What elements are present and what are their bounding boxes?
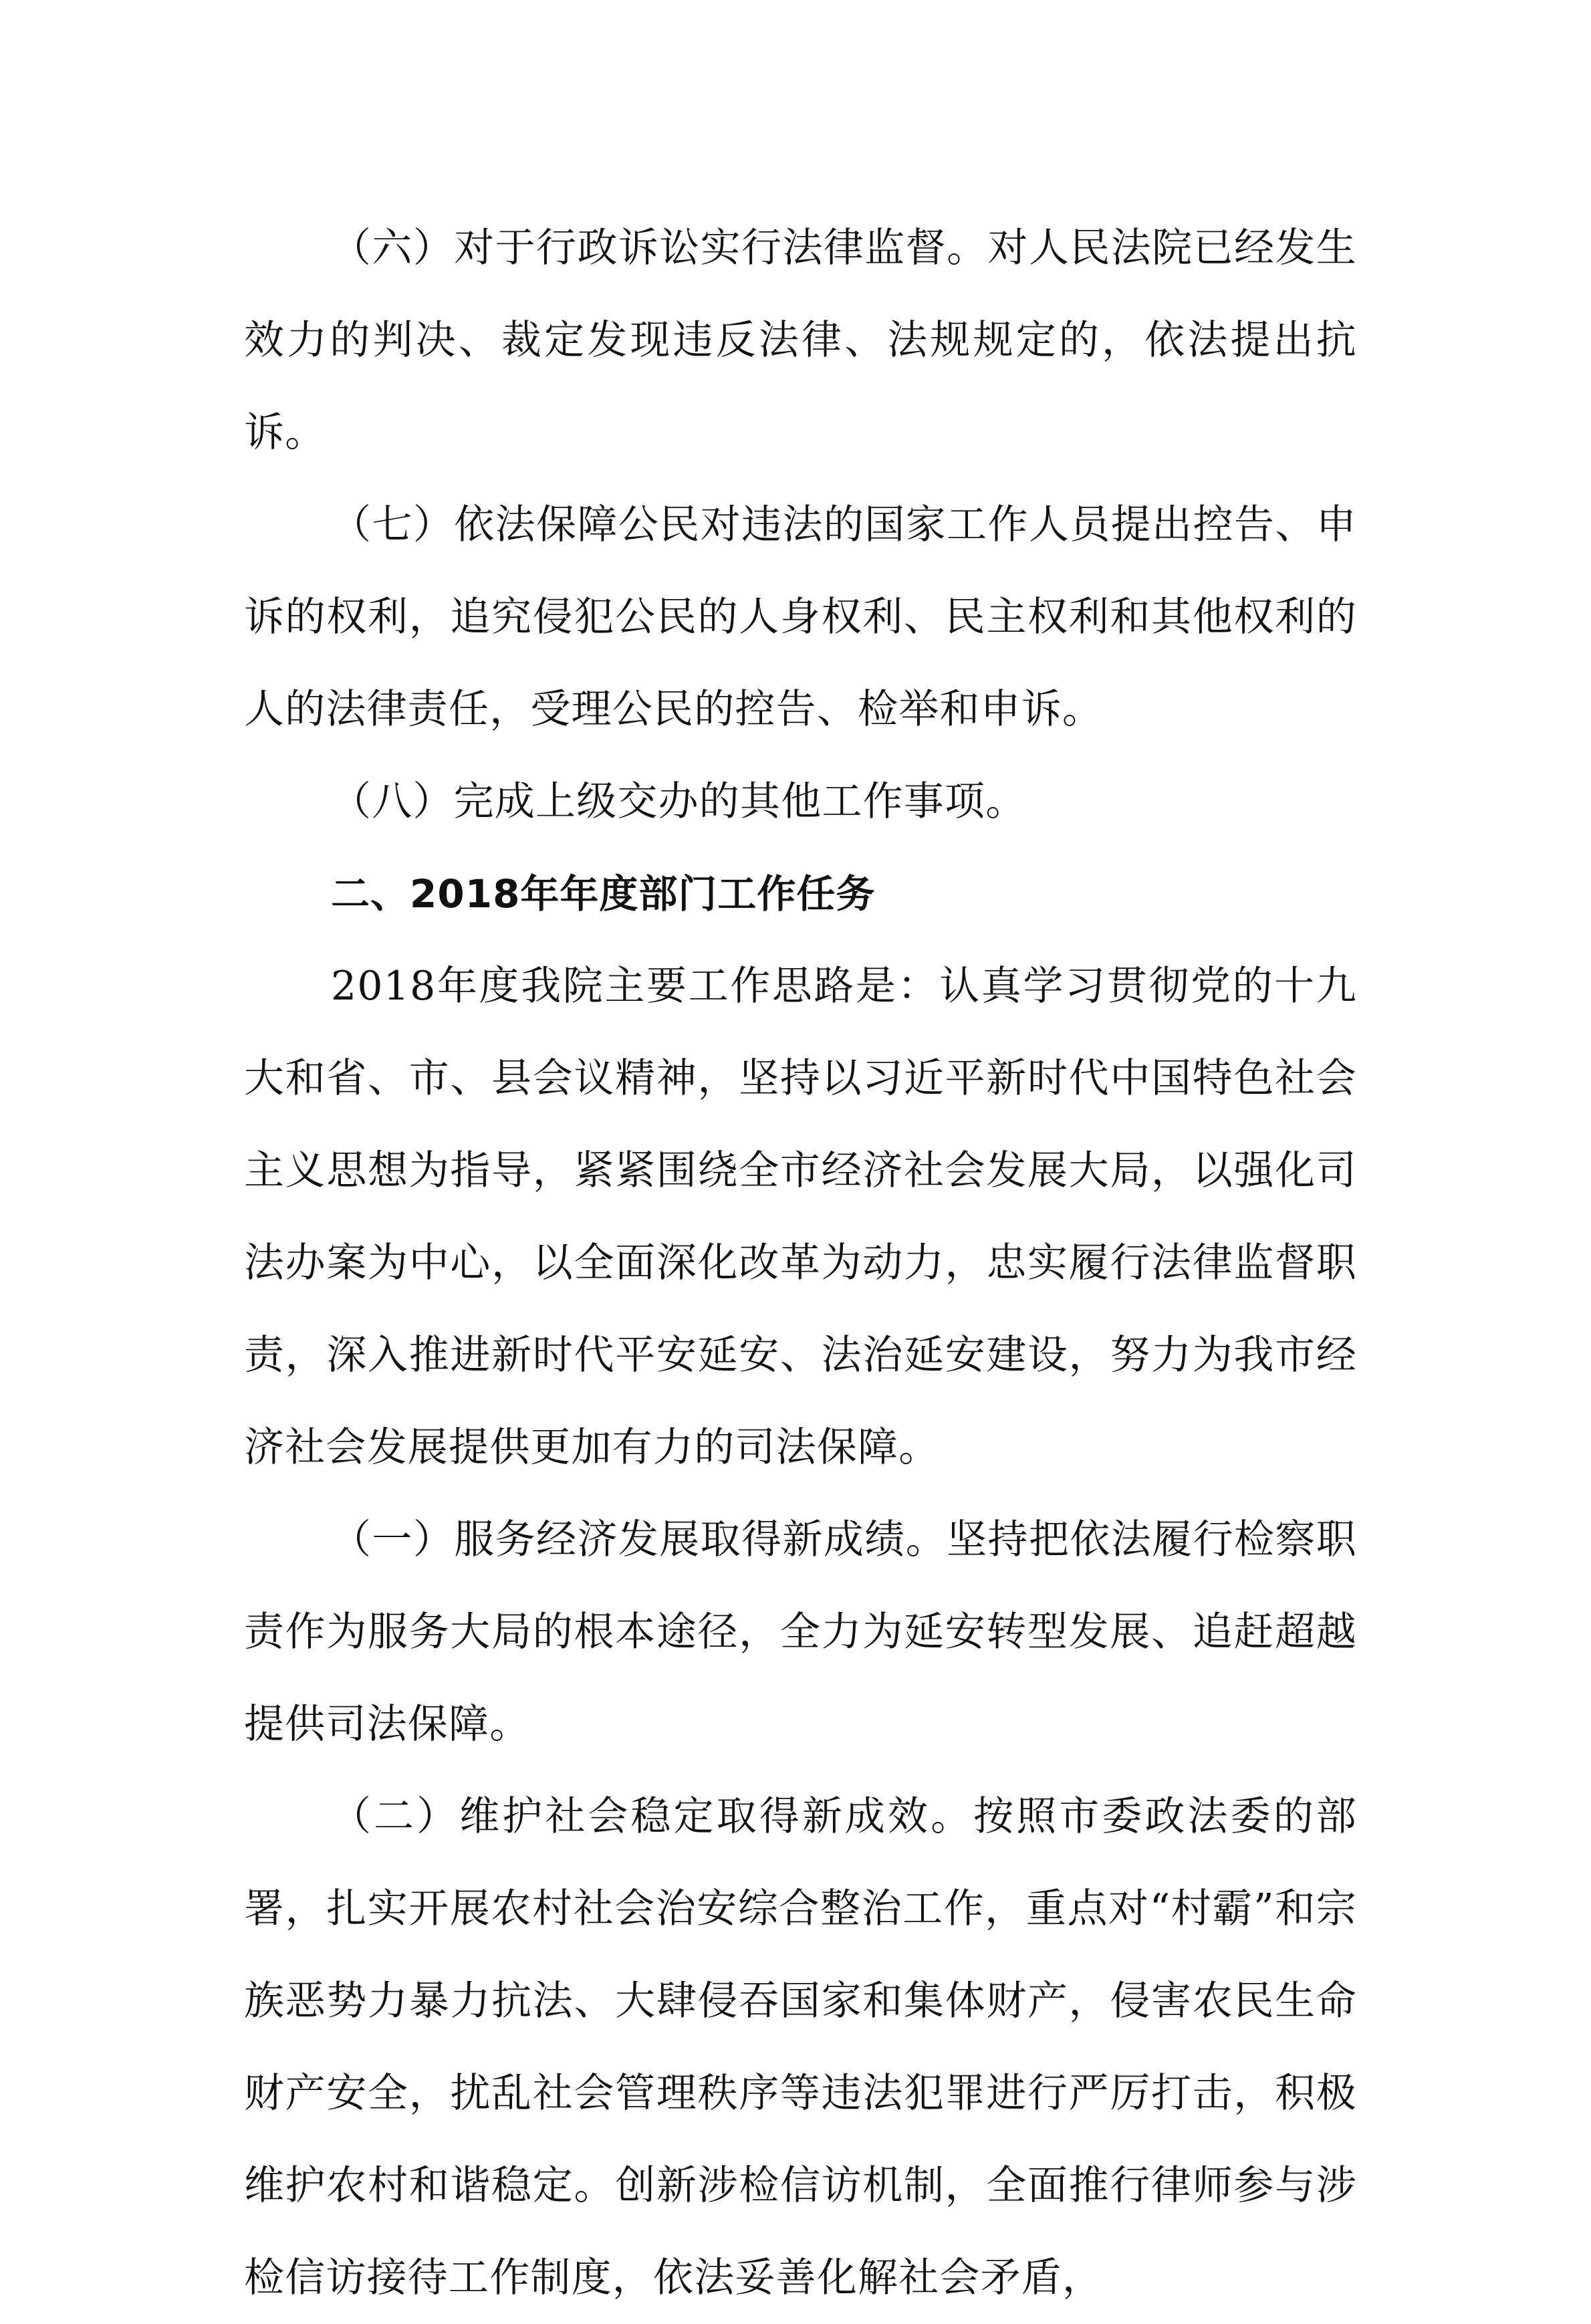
task-item-1: （一）服务经济发展取得新成绩。坚持把依法履行检察职责作为服务大局的根本途径，全力为延安转型发展、追赶超越提供司法保障。	[244, 1516, 1357, 1748]
paragraph-item-7: （七）依法保障公民对违法的国家工作人员提出控告、申诉的权利，追究侵犯公民的人身权利、民主权利和其他权利的人的法律责任，受理公民的控告、检举和申诉。	[244, 501, 1357, 733]
paragraph-item-8: （八）完成上级交办的其他工作事项。	[331, 778, 1027, 825]
task-item-2: （二）维护社会稳定取得新成效。按照市委政法委的部署，扎实开展农村社会治安综合整治工作，重点对“村霸”和宗族恶势力暴力抗法、大肆侵吞国家和集体财产，侵害农民生命财产安全，扰乱社会管理秩序等违法犯罪进行严厉打击，积极维护农村和谐稳定。创新涉检信访机制，全面推行律师参与涉检信访接待工作制度，依法妥善化解社会矛盾，	[244, 1793, 1357, 2301]
section-heading-2: 二、2018年年度部门工作任务	[331, 871, 876, 917]
work-plan-intro: 2018年度我院主要工作思路是：认真学习贯彻党的十九大和省、市、县会议精神，坚持以习近平新时代中国特色社会主义思想为指导，紧紧围绕全市经济社会发展大局，以强化司法办案为中心，以全面深化改革为动力，忠实履行法律监督职责，深入推进新时代平安延安、法治延安建设，努力为我市经济社会发展提供更加有力的司法保障。	[244, 963, 1357, 1471]
document-body	[244, 202, 1357, 2324]
paragraph-item-6: （六）对于行政诉讼实行法律监督。对人民法院已经发生效力的判决、裁定发现违反法律、法规规定的，依法提出抗诉。	[244, 225, 1357, 456]
